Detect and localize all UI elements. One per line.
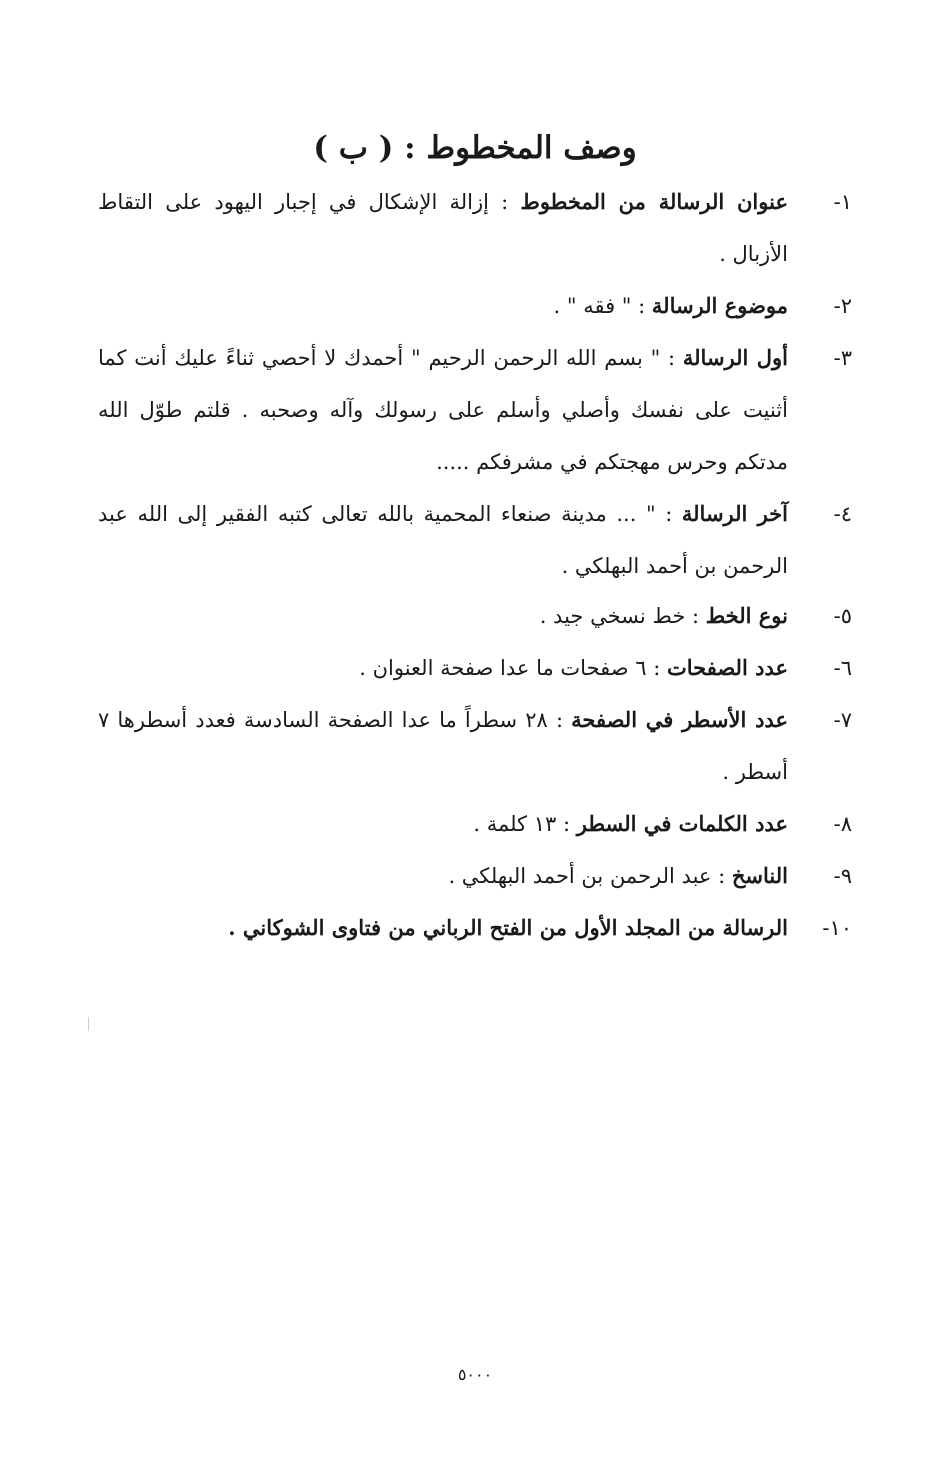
item-text: [98, 590, 788, 642]
item-text: [98, 176, 788, 280]
item-number: ٢-: [833, 294, 852, 318]
page-title: وصف المخطوط : ( ب ): [313, 130, 637, 166]
item-body: : " فقه " .: [553, 294, 652, 318]
item-body: : إزالة الإشكال في إجبار اليهود على التقاط الأزبال .: [98, 190, 788, 266]
item-text: [98, 280, 788, 332]
item-body: : ٢٨ سطراً ما عدا الصفحة السادسة فعدد أسطرها ٧ أسطر .: [98, 708, 788, 784]
item-label: أول الرسالة: [682, 345, 789, 370]
item-number: ١-: [833, 190, 852, 214]
item-number: ٨-: [833, 812, 852, 836]
item-label: الناسخ: [731, 863, 788, 888]
item-text: [98, 332, 788, 488]
item-number: ٤-: [833, 502, 852, 526]
item-text: [98, 902, 788, 954]
item-text: [98, 694, 788, 798]
item-number: ٩-: [833, 864, 852, 888]
item-label: نوع الخط: [705, 603, 788, 628]
page-number: ٥٠٠٠: [457, 1365, 493, 1384]
item-label: موضوع الرسالة: [651, 293, 788, 318]
item-number: ٧-: [833, 708, 852, 732]
item-text: [98, 642, 788, 694]
margin-mark: [88, 1017, 89, 1031]
item-label: عنوان الرسالة من المخطوط: [520, 189, 788, 214]
item-body: : ٦ صفحات ما عدا صفحة العنوان .: [359, 656, 667, 680]
item-body: : خط نسخي جيد .: [539, 604, 706, 628]
item-body: : ١٣ كلمة .: [473, 812, 577, 836]
item-label: عدد الصفحات: [666, 655, 788, 680]
item-body: : " ... مدينة صنعاء المحمية بالله تعالى كتبه الفقير إلى الله عبد الرحمن بن أحمد البهلكي .: [98, 502, 788, 578]
item-label: آخر الرسالة: [681, 501, 788, 526]
item-body: : " بسم الله الرحمن الرحيم " أحمدك لا أحصي ثناءً عليك أنت كما أثنيت على نفسك وأصلي وأسلم على رسولك وآله وصحبه . قلتم طوّل الله مدتكم وحرس مهجتكم في مشرفكم .....: [98, 346, 788, 474]
item-text: [98, 798, 788, 850]
item-number: ٣-: [833, 346, 852, 370]
item-label: عدد الأسطر في الصفحة: [571, 707, 788, 732]
item-number: ٦-: [833, 656, 852, 680]
item-text: [98, 488, 788, 592]
item-number: ١٠-: [822, 916, 852, 940]
item-text: [98, 850, 788, 902]
item-number: ٥-: [833, 604, 852, 628]
item-body: : عبد الرحمن بن أحمد البهلكي .: [448, 864, 732, 888]
item-label: الرسالة من المجلد الأول من الفتح الرباني من فتاوى الشوكاني .: [228, 915, 788, 940]
item-label: عدد الكلمات في السطر: [576, 811, 788, 836]
